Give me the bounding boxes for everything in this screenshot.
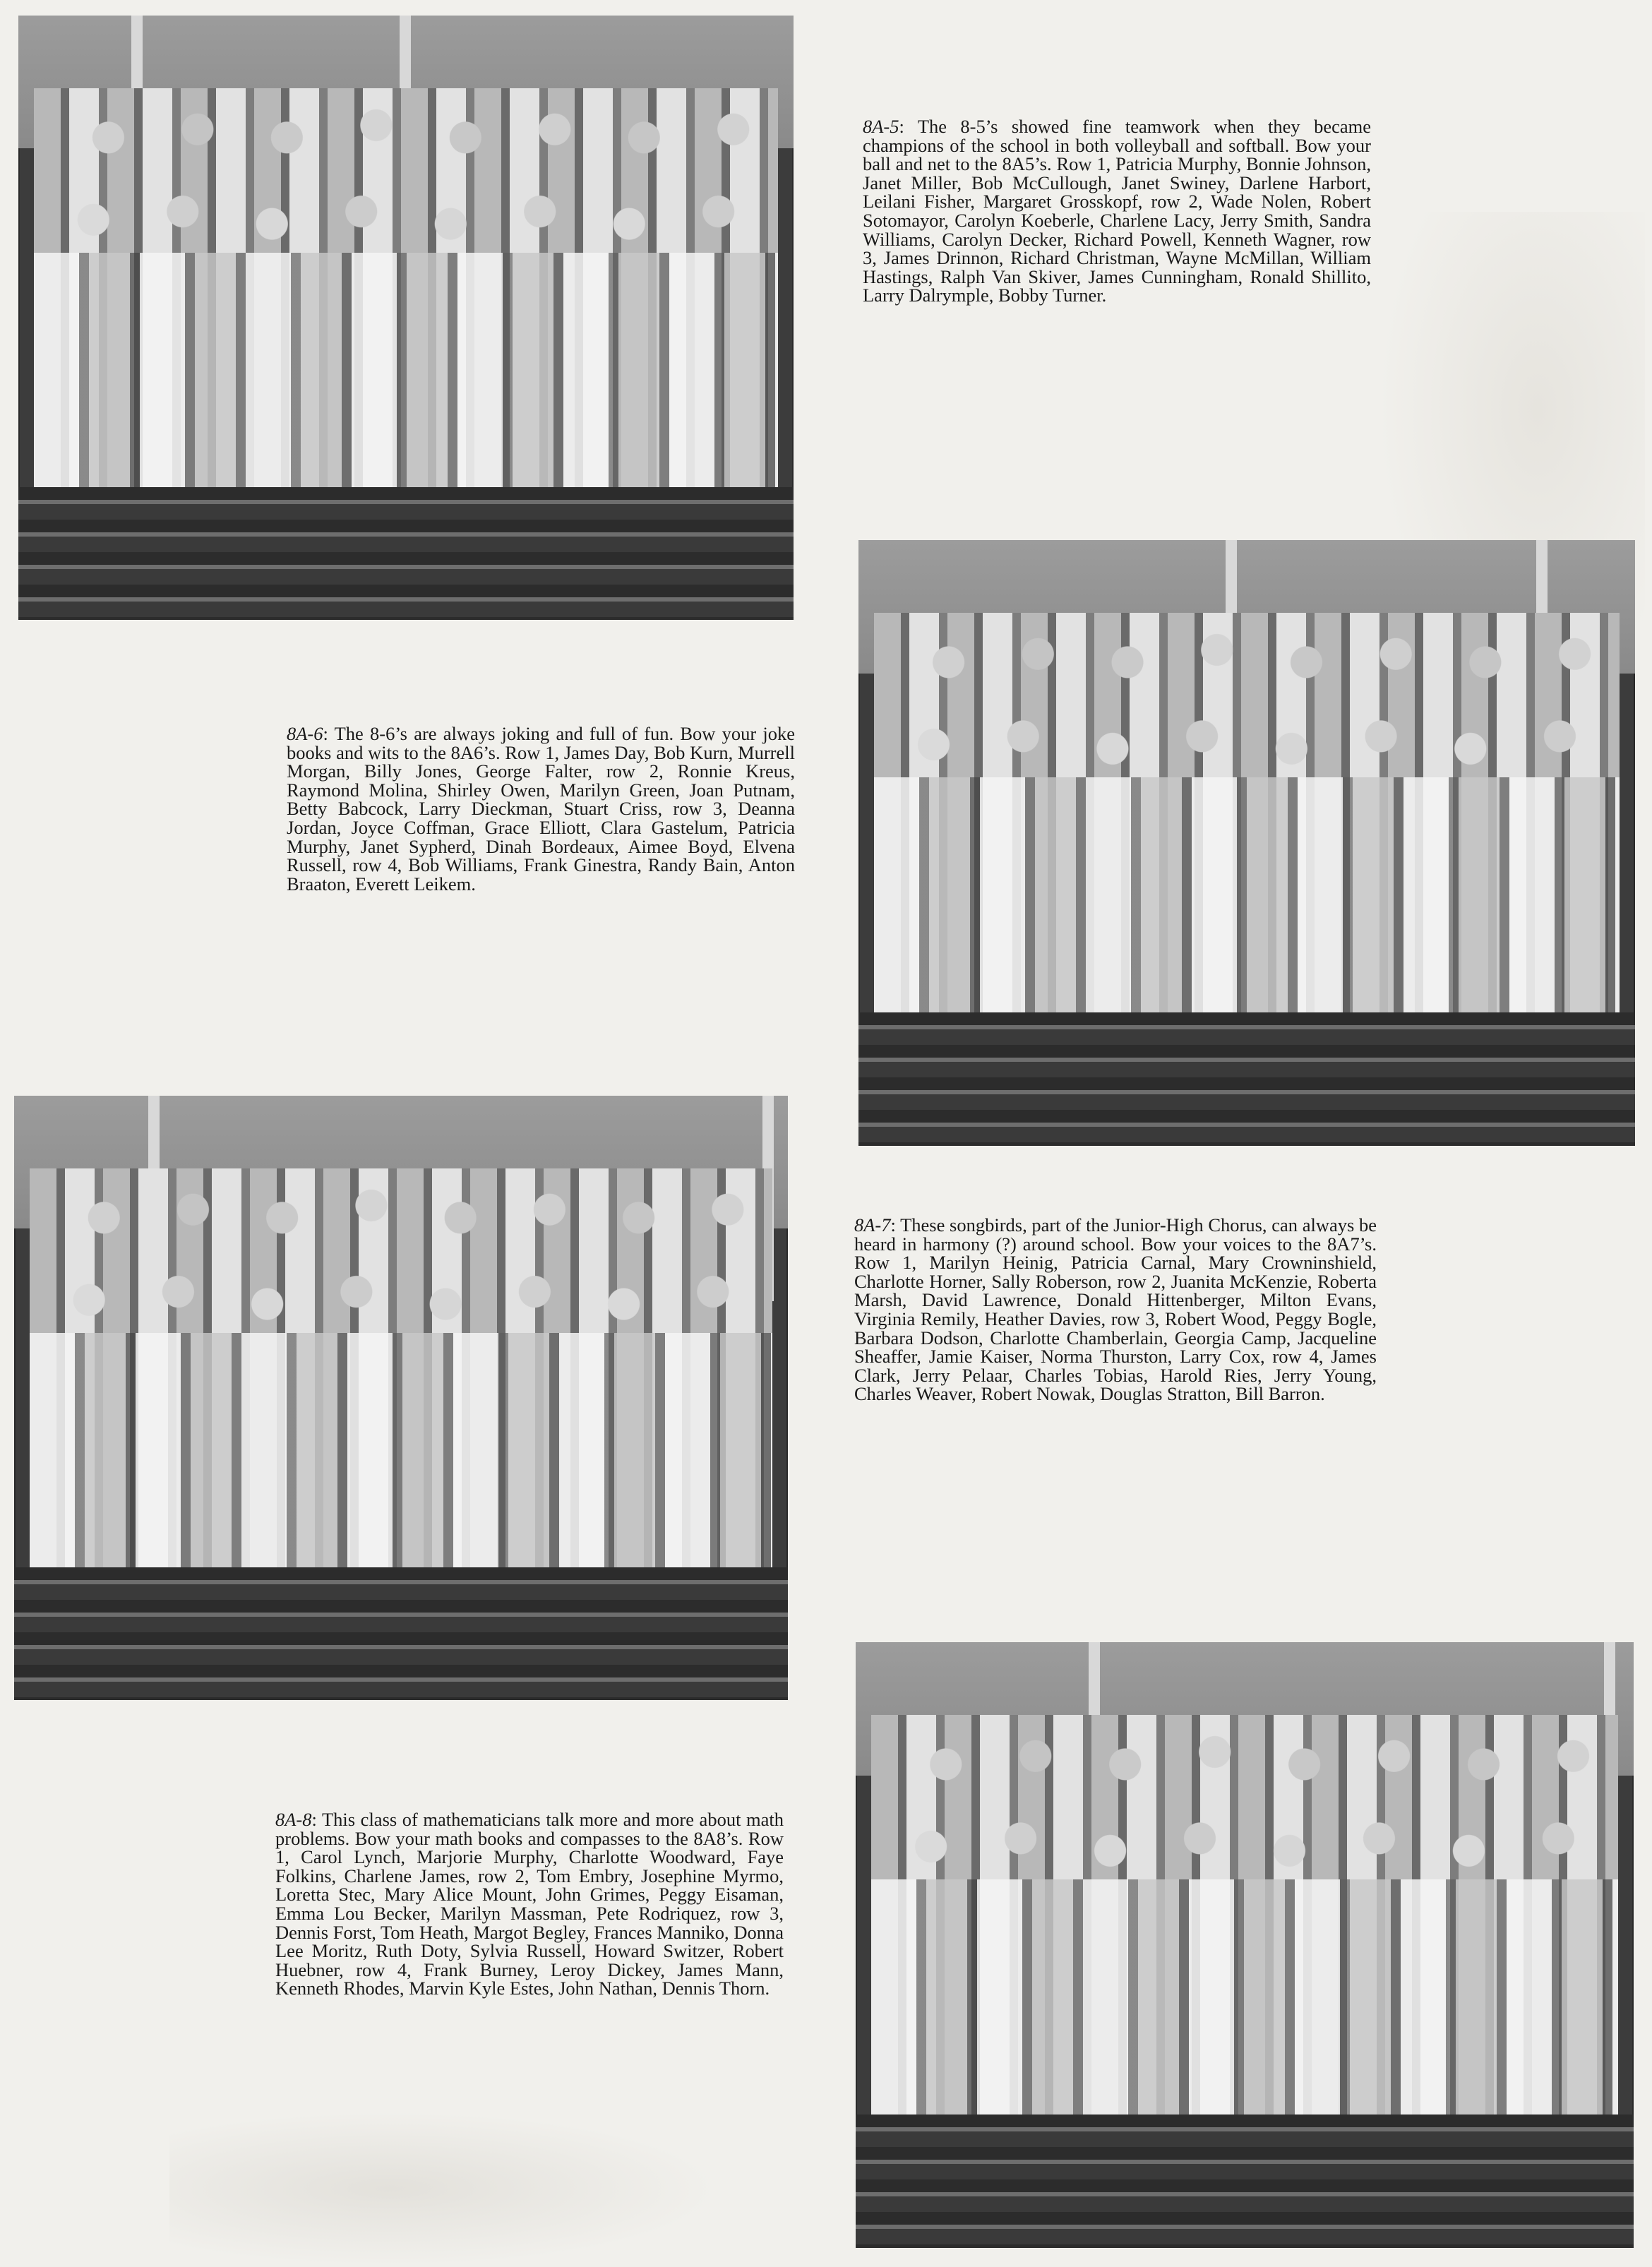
page-stain <box>169 2111 720 2266</box>
caption-8a7 <box>854 1216 1377 1404</box>
caption-8a7-text: : These songbirds, part of the Junior-High Chorus, can always be heard in harmony (?) around school. Bow your voices to the 8A7’s. Row 1, Marilyn Heinig, Patricia Carnal, Mary Crowninshield, Charlotte Horner, Sally Roberson, row 2, Juanita McKenzie, Roberta Marsh, David Lawrence, Donald Hittenberger, Milton Evans, Virginia Remily, Heather Davies, row 3, Robert Wood, Peggy Bogle, Barbara Dodson, Charlotte Chamberlain, Georgia Camp, Jacqueline Sheaffer, Jamie Kaiser, Norma Thurston, Larry Cox, row 4, James Clark, Jerry Pelaar, Charles Tobias, Harold Ries, Jerry Young, Charles Weaver, Robert Nowak, Douglas Stratton, Bill Barron. <box>854 1214 1377 1405</box>
caption-8a5-heading: 8A-5 <box>863 116 899 137</box>
caption-8a6-heading: 8A-6 <box>287 723 323 744</box>
caption-8a5 <box>863 117 1371 305</box>
caption-8a6 <box>287 724 795 893</box>
caption-8a5-text: : The 8-5’s showed fine teamwork when they became champions of the school in both volleyball and softball. Bow your ball and net to the 8A5’s. Row 1, Patricia Murphy, Bonnie Johnson, Janet Miller, Bob McCullough, Janet Swiney, Darlene Harbort, Leilani Fisher, Margaret Grosskopf, row 2, Wade Nolen, Robert Sotomayor, Carolyn Koeberle, Charlene Lacy, Jerry Smith, Sandra Williams, Carolyn Decker, Richard Powell, Kenneth Wagner, row 3, James Drinnon, Richard Christman, Wayne McMillan, William Hastings, Ralph Van Skiver, James Cunningham, Ronald Shillito, Larry Dalrymple, Bobby Turner. <box>863 116 1371 306</box>
photo-8a7 <box>858 540 1635 1146</box>
caption-8a6-text: : The 8-6’s are always joking and full of fun. Bow your joke books and wits to the 8A6’s. Row 1, James Day, Bob Kurn, Murrell Morgan, Billy Jones, George Falter, row 2, Ronnie Kreus, Raymond Molina, Shirley Owen, Marilyn Green, Joan Putnam, Betty Babcock, Larry Dieckman, Stuart Criss, row 3, Deanna Jordan, Joyce Coffman, Grace Elliott, Clara Gastelum, Patricia Murphy, Janet Sypherd, Dinah Bordeaux, Aimee Boyd, Elvena Russell, row 4, Bob Williams, Frank Ginestra, Randy Bain, Anton Braaton, Everett Leikem. <box>287 723 795 895</box>
caption-8a8-heading: 8A-8 <box>275 1809 312 1830</box>
caption-8a8-text: : This class of mathematicians talk more and more about math problems. Bow your math books and compasses to the 8A8’s. Row 1, Carol Lynch, Marjorie Murphy, Charlotte Woodward, Faye Folkins, Charlene James, row 2, Tom Embry, Josephine Myrmo, Loretta Stec, Mary Alice Mount, John Grimes, Peggy Eisaman, Emma Lou Becker, Marilyn Massman, Pete Rodriquez, row 3, Dennis Forst, Tom Heath, Margot Begley, Frances Manniko, Donna Lee Moritz, Ruth Doty, Sylvia Russell, Howard Switzer, Robert Huebner, row 4, Frank Burney, Leroy Dickey, James Mann, Kenneth Rhodes, Marvin Kyle Estes, John Nathan, Dennis Thorn. <box>275 1809 784 1999</box>
caption-8a7-heading: 8A-7 <box>854 1214 891 1236</box>
photo-8a8 <box>856 1642 1634 2248</box>
photo-8a6 <box>14 1096 788 1700</box>
caption-8a8 <box>275 1810 784 1998</box>
photo-8a5 <box>18 16 794 620</box>
